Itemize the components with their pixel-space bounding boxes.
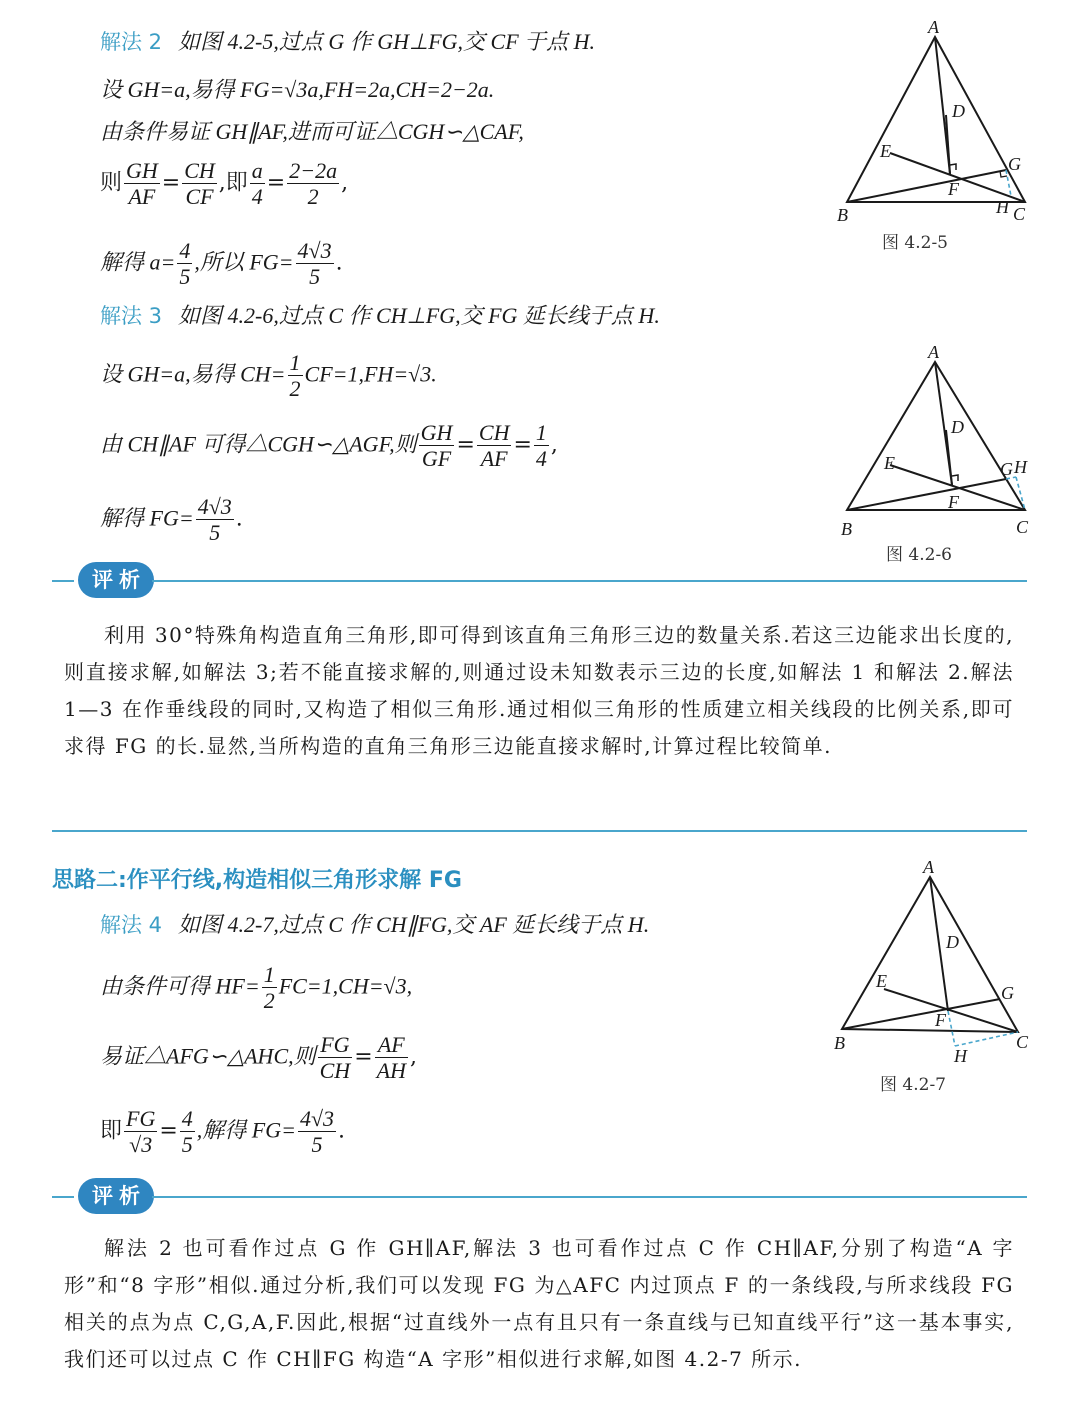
section-heading: 思路二:作平行线,构造相似三角形求解 FG <box>52 868 462 893</box>
fraction: $\frac{1}{2}$ <box>263 962 275 1013</box>
svg-text:F: F <box>948 492 959 512</box>
analysis-badge: 评析 <box>78 1178 154 1214</box>
fraction: $\frac{4}{5}$ <box>181 1106 193 1157</box>
fraction: $\frac{4√3}{5}$ <box>297 238 332 289</box>
figure-caption: 图 4.2-6 <box>886 545 952 565</box>
svg-text:A: A <box>923 857 934 877</box>
divider <box>152 580 1027 582</box>
svg-text:B: B <box>841 519 852 539</box>
figure-caption: 图 4.2-5 <box>882 233 948 253</box>
fraction: $\frac{GH}{GF}$ <box>420 420 453 471</box>
fraction: $\frac{1}{4}$ <box>535 420 547 471</box>
sol3-line3: 由 CH∥AF 可得△CGH∽△AGF,则 $\frac{GH}{GF}$ = $\frac{CH}{AF}$ = $\frac{1}{4}$ , <box>100 420 558 471</box>
svg-text:H: H <box>954 1046 967 1066</box>
sol2-line1: 解法 2 如图 4.2-5,过点 G 作 GH⊥FG,交 CF 于点 H. <box>100 29 596 54</box>
svg-text:B: B <box>834 1033 845 1053</box>
divider <box>52 1196 74 1198</box>
fraction: $\frac{4√3}{5}$ <box>197 494 232 545</box>
sol3-line1: 解法 3 如图 4.2-6,过点 C 作 CH⊥FG,交 FG 延长线于点 H. <box>100 303 660 328</box>
fraction: $\frac{FG}{√3}$ <box>126 1106 156 1157</box>
svg-text:E: E <box>880 141 891 161</box>
analysis-paragraph: 解法 2 也可看作过点 G 作 GH∥AF,解法 3 也可看作过点 C 作 CH∥AF,分别了构造“A 字形”和“8 字形”相似.通过分析,我们可以发现 FG 为△AFC 内过顶点 F 的一条线段,与所求线段 FG 相关的点为点 C,G,A,F.因此,根据“过直线外一点有且只有一条直线与已知直线平行”这一基本事实,我们还可以过点 C 作 CH∥FG 构造“A 字形”相似进行求解,如图 4.2-7 所示. <box>64 1236 1014 1371</box>
svg-text:H: H <box>1014 457 1027 477</box>
sol3-label: 解法 3 <box>100 304 163 328</box>
svg-text:C: C <box>1013 204 1026 224</box>
svg-text:D: D <box>951 417 964 437</box>
svg-text:H: H <box>996 197 1009 217</box>
svg-text:G: G <box>1000 459 1013 479</box>
svg-text:B: B <box>837 205 848 225</box>
sol2-line4: 则 $\frac{GH}{AF}$ = $\frac{CH}{CF}$ ,即 $\frac{a}{4}$ = $\frac{2-2a}{2}$ , <box>100 158 349 209</box>
svg-text:C: C <box>1016 1032 1029 1052</box>
fraction: $\frac{1}{2}$ <box>289 350 301 401</box>
svg-text:F: F <box>948 179 959 199</box>
analysis-paragraph: 利用 30°特殊角构造直角三角形,即可得到该直角三角形三边的数量关系.若这三边能求出长度的,则直接求解,如解法 3;若不能直接求解的,则通过设未知数表示三边的长度,如解法 1 和解法 2.解法 1—3 在作垂线段的同时,又构造了相似三角形.通过相似三角形的性质建立相关线段的比例关系,即可求得 FG 的长.显然,当所构造的直角三角形三边能直接求解时,计算过程比较简单. <box>64 623 1014 758</box>
figure-4-2-7 <box>830 855 1050 1070</box>
svg-text:G: G <box>1001 983 1014 1003</box>
fraction: $\frac{2-2a}{2}$ <box>289 158 338 209</box>
fraction: $\frac{CH}{CF}$ <box>184 158 215 209</box>
sol4-line3: 易证△AFG∽△AHC,则 $\frac{FG}{CH}$ = $\frac{AF}{AH}$ , <box>100 1032 417 1083</box>
svg-text:F: F <box>935 1010 946 1030</box>
sol3-line2: 设 GH=a,易得 CH= $\frac{1}{2}$ CF=1,FH=√3. <box>100 350 437 401</box>
divider <box>52 580 74 582</box>
sol2-line2: 设 GH=a,易得 FG=√3a,FH=2a,CH=2−2a. <box>100 77 495 102</box>
svg-text:A: A <box>928 345 939 362</box>
analysis-badge: 评析 <box>78 562 154 598</box>
svg-text:A: A <box>928 20 939 37</box>
divider <box>152 1196 1027 1198</box>
fraction: $\frac{CH}{AF}$ <box>478 420 510 471</box>
svg-text:D: D <box>952 101 965 121</box>
fraction: $\frac{GH}{AF}$ <box>126 158 158 209</box>
fraction: $\frac{FG}{CH}$ <box>319 1032 351 1083</box>
fraction: $\frac{4}{5}$ <box>179 238 191 289</box>
sol4-label: 解法 4 <box>100 913 163 937</box>
fraction: $\frac{a}{4}$ <box>251 158 263 209</box>
sol3-line4: 解得 FG= $\frac{4√3}{5}$ . <box>100 494 243 545</box>
sol4-line4: 即 $\frac{FG}{√3}$ = $\frac{4}{5}$ ,解得 FG= $\frac{4√3}{5}$ . <box>100 1106 346 1157</box>
svg-text:E: E <box>876 971 887 991</box>
sol4-line2: 由条件可得 HF= $\frac{1}{2}$ FC=1,CH=√3, <box>100 962 413 1013</box>
sol2-label: 解法 2 <box>100 30 163 54</box>
svg-text:C: C <box>1016 517 1029 537</box>
divider <box>52 830 1027 832</box>
sol2-line3: 由条件易证 GH∥AF,进而可证△CGH∽△CAF, <box>100 119 524 144</box>
svg-text:G: G <box>1008 154 1021 174</box>
figure-4-2-6 <box>830 345 1050 540</box>
fraction: $\frac{AF}{AH}$ <box>376 1032 406 1083</box>
sol4-line1: 解法 4 如图 4.2-7,过点 C 作 CH∥FG,交 AF 延长线于点 H. <box>100 912 650 937</box>
figure-caption: 图 4.2-7 <box>880 1075 946 1095</box>
svg-text:E: E <box>884 453 895 473</box>
figure-4-2-5 <box>830 20 1050 225</box>
svg-text:D: D <box>946 932 959 952</box>
sol2-line5: 解得 a= $\frac{4}{5}$ ,所以 FG= $\frac{4√3}{5}$ . <box>100 238 343 289</box>
fraction: $\frac{4√3}{5}$ <box>299 1106 335 1157</box>
